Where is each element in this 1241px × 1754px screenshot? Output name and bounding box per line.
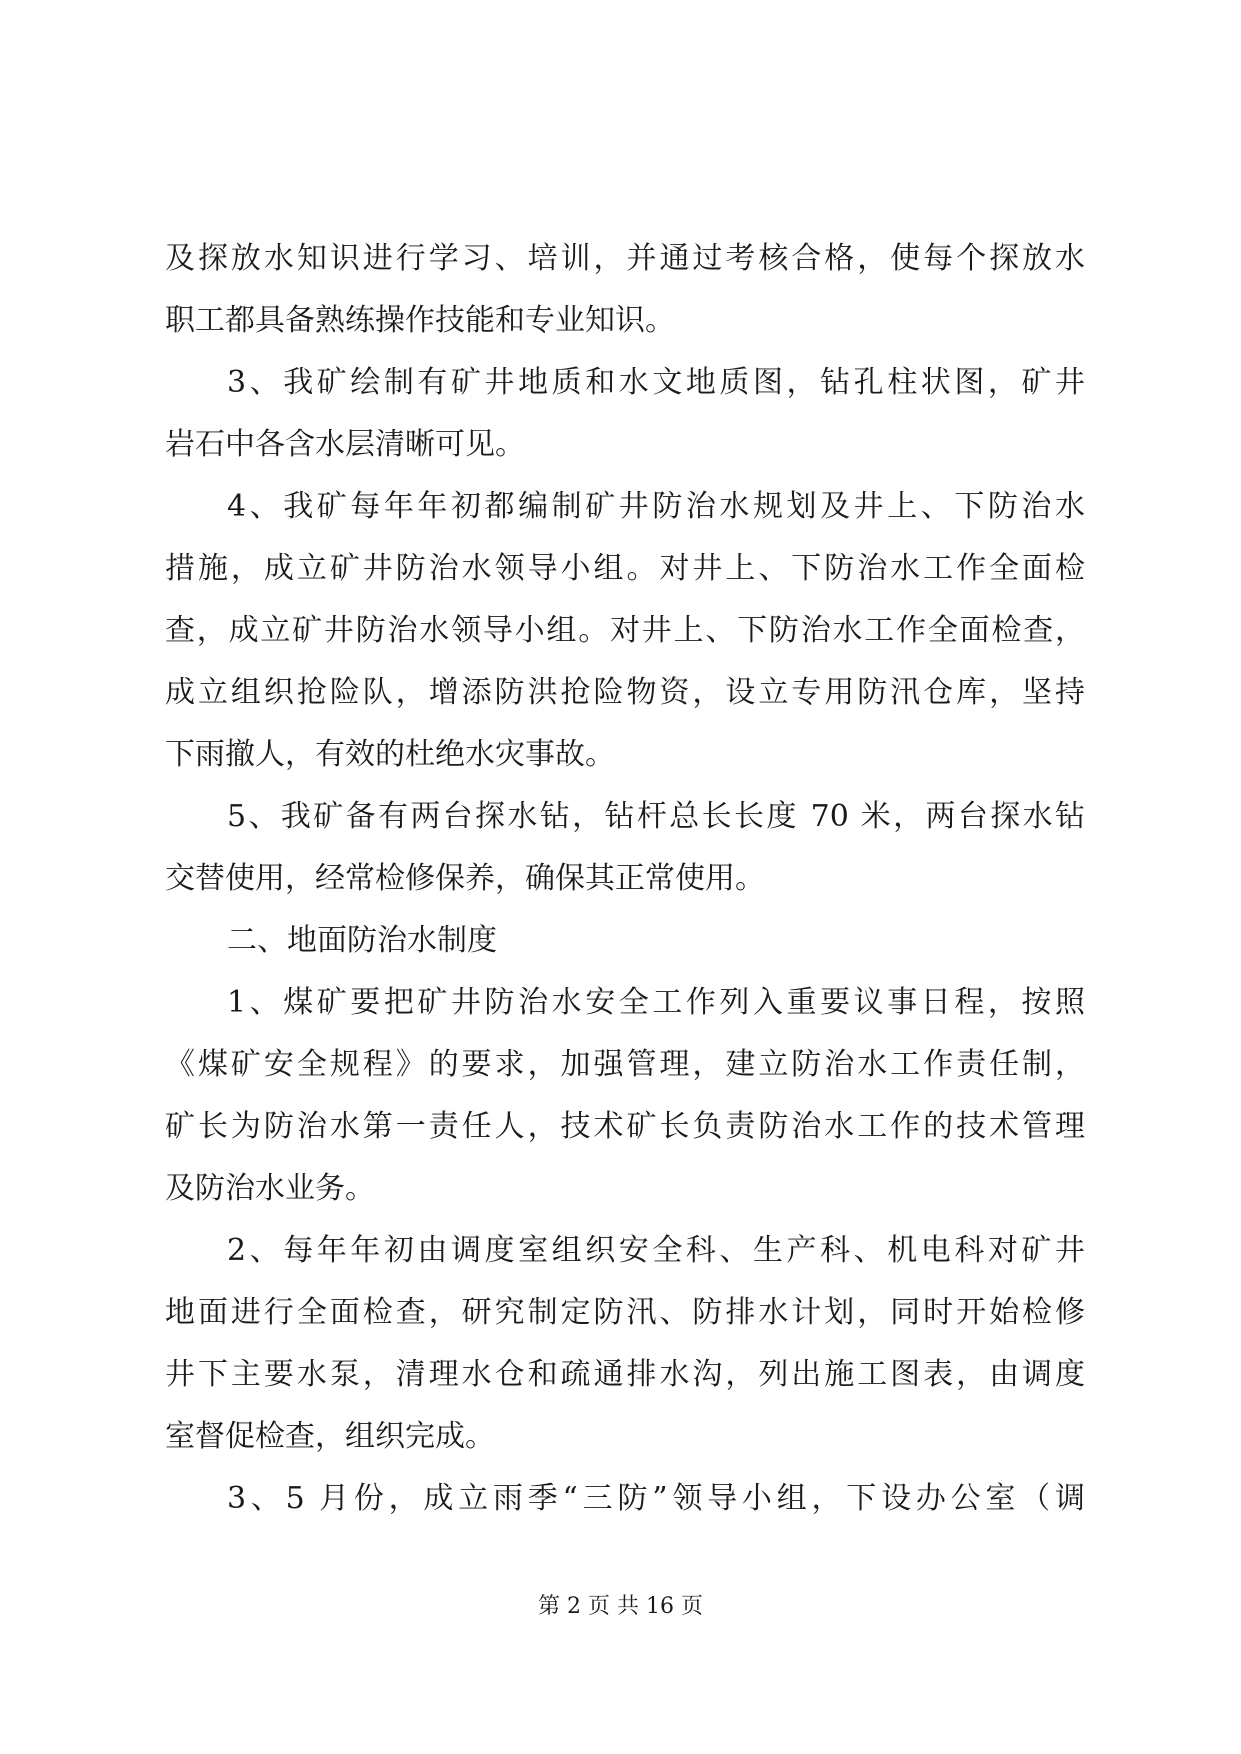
text-line: 2、每年年初由调度室组织安全科、生产科、机电科对矿井	[227, 1233, 1085, 1268]
text-line: 1、煤矿要把矿井防治水安全工作列入重要议事日程，按照	[227, 985, 1085, 1020]
body-text	[165, 228, 1085, 1530]
text-line: 地面进行全面检查，研究制定防汛、防排水计划，同时开始检修	[165, 1295, 1085, 1330]
text-line: 及探放水知识进行学习、培训，并通过考核合格，使每个探放水	[165, 241, 1085, 276]
text-line: 二、地面防治水制度	[227, 923, 497, 958]
text-line: 措施，成立矿井防治水领导小组。对井上、下防治水工作全面检	[165, 551, 1085, 586]
text-line: 查，成立矿井防治水领导小组。对井上、下防治水工作全面检查，	[165, 613, 1085, 648]
text-line: 3、我矿绘制有矿井地质和水文地质图，钻孔柱状图，矿井	[227, 365, 1085, 400]
text-line: 4、我矿每年年初都编制矿井防治水规划及井上、下防治水	[227, 489, 1085, 524]
text-line: 交替使用，经常检修保养，确保其正常使用。	[165, 861, 765, 896]
page-footer: 第 2 页 共 16 页	[538, 1594, 703, 1619]
text-line: 5、我矿备有两台探水钻，钻杆总长长度 70 米，两台探水钻	[227, 799, 1085, 834]
text-line: 3、5 月份，成立雨季“三防”领导小组，下设办公室（调	[227, 1481, 1085, 1516]
text-line: 岩石中各含水层清晰可见。	[165, 427, 525, 462]
text-line: 及防治水业务。	[165, 1171, 375, 1206]
text-line: 井下主要水泵，清理水仓和疏通排水沟，列出施工图表，由调度	[165, 1357, 1085, 1392]
text-line: 职工都具备熟练操作技能和专业知识。	[165, 303, 675, 338]
text-line: 室督促检查，组织完成。	[165, 1419, 495, 1454]
text-line: 矿长为防治水第一责任人，技术矿长负责防治水工作的技术管理	[165, 1109, 1085, 1144]
text-line: 成立组织抢险队，增添防洪抢险物资，设立专用防汛仓库，坚持	[165, 675, 1085, 710]
text-line: 《煤矿安全规程》的要求，加强管理，建立防治水工作责任制，	[165, 1047, 1085, 1082]
text-line: 下雨撤人，有效的杜绝水灾事故。	[165, 737, 615, 772]
